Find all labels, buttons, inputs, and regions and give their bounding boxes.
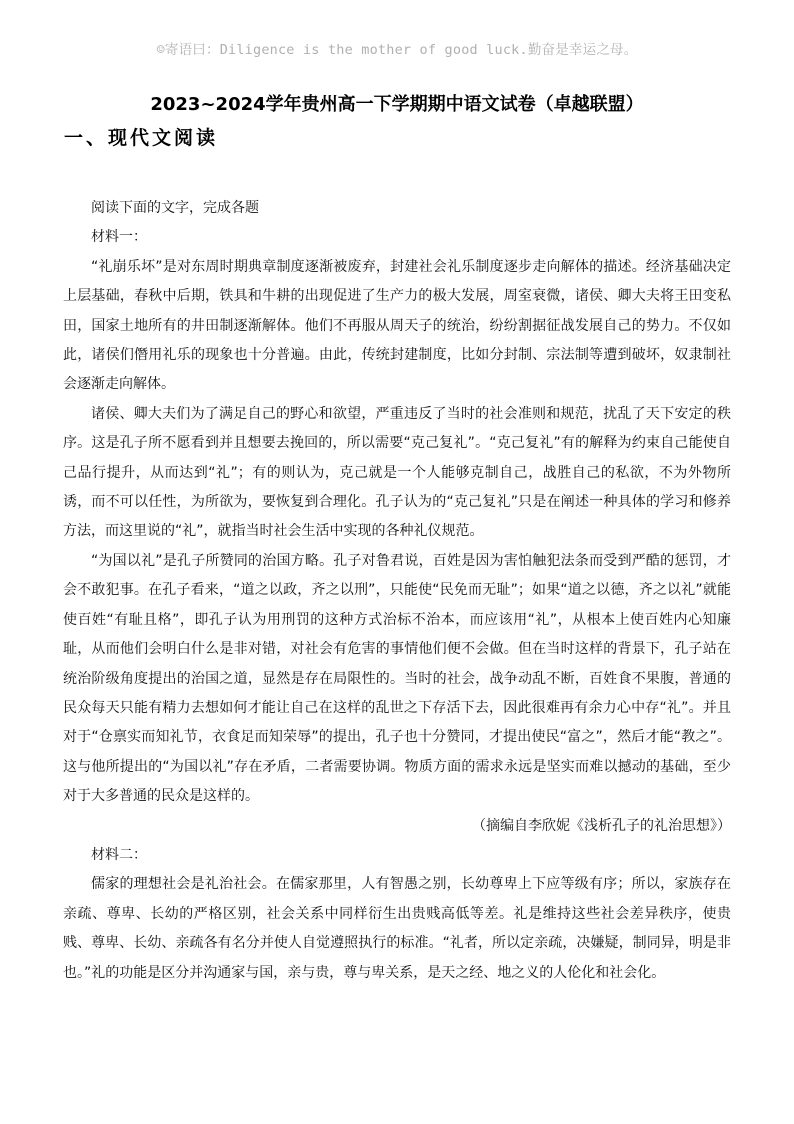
document-title: 2023~2024学年贵州高一下学期期中语文试卷（卓越联盟）	[150, 94, 644, 115]
reading-passage	[63, 194, 731, 988]
material1-source: （摘编自李欣妮《浅析孔子的礼治思想》）	[472, 817, 731, 834]
material1-label: 材料一：	[91, 229, 147, 246]
material1-paragraph-3: “为国以礼”是孔子所赞同的治国方略。孔子对鲁君说，百姓是因为害怕触犯法条而受到严酷的惩罚，才会不敢犯事。在孔子看来，“道之以政，齐之以刑”，只能使“民免而无耻”；如果“道之以德，齐之以礼”就能使百姓“有耻且格”，即孔子认为用刑罚的这种方式治标不治本，而应该用“礼”，从根本上使百姓内心知廉耻，从而他们会明白什么是非对错，对社会有危害的事情他们便不会做。但在当时这样的背景下，孔子站在统治阶级角度提出的治国之道，显然是存在局限性的。当时的社会，战争动乱不断，百姓食不果腹，普通的民众每天只能有精力去想如何才能让自己在这样的乱世之下存活下去，因此很难再有余力心中存“礼”。并且对于“仓禀实而知礼节，衣食足而知荣辱”的提出，孔子也十分赞同，才提出使民“富之”，然后才能“教之”。这与他所提出的“为国以礼”存在矛盾，二者需要协调。物质方面的需求永远是坚实而难以撼动的基础，至少对于大多普通的民众是这样的。	[63, 552, 731, 805]
material1-paragraph-2: 诸侯、卿大夫们为了满足自己的野心和欲望，严重违反了当时的社会准则和规范，扰乱了天下安定的秩序。这是孔子所不愿看到并且想要去挽回的，所以需要“克己复礼”。“克己复礼”有的解释为约束自己能使自己品行提升，从而达到“礼”；有的则认为，克己就是一个人能够克制自己，战胜自己的私欲，不为外物所诱，而不可以任性，为所欲为，要恢复到合理化。孔子认为的“克己复礼”只是在阐述一种具体的学习和修养方法，而这里说的“礼”，就指当时社会生活中实现的各种礼仪规范。	[63, 405, 731, 540]
material1-paragraph-1: “礼崩乐坏”是对东周时期典章制度逐渐被废弃，封建社会礼乐制度逐步走向解体的描述。经济基础决定上层基础，春秋中后期，铁具和牛耕的出现促进了生产力的极大发展，周室衰微，诸侯、卿大夫将王田变私田，国家土地所有的井田制逐渐解体。他们不再服从周天子的统治，纷纷割据征战发展自己的势力。不仅如此，诸侯们僭用礼乐的现象也十分普遍。由此，传统封建制度，比如分封制、宗法制等遭到破坏，奴隶制社会逐渐走向解体。	[63, 258, 731, 393]
instruction-text: 阅读下面的文字，完成各题	[91, 200, 259, 216]
material2-label: 材料二：	[91, 846, 147, 863]
motto-header: ☺寄语曰：Diligence is the mother of good luck.勤奋是幸运之母。	[156, 42, 638, 58]
section-heading: 一、现代文阅读	[64, 127, 219, 149]
material2-paragraph-1: 儒家的理想社会是礼治社会。在儒家那里，人有智愚之别，长幼尊卑上下应等级有序；所以，家族存在亲疏、尊卑、长幼的严格区别，社会关系中同样衍生出贵贱高低等差。礼是维持这些社会差异秩序，使贵贱、尊卑、长幼、亲疏各有名分并使人自觉遵照执行的标准。“礼者，所以定亲疏，决嫌疑，制同异，明是非也。”礼的功能是区分并沟通家与国，亲与贵，尊与卑关系，是天之经、地之义的人伦化和社会化。	[63, 876, 731, 981]
